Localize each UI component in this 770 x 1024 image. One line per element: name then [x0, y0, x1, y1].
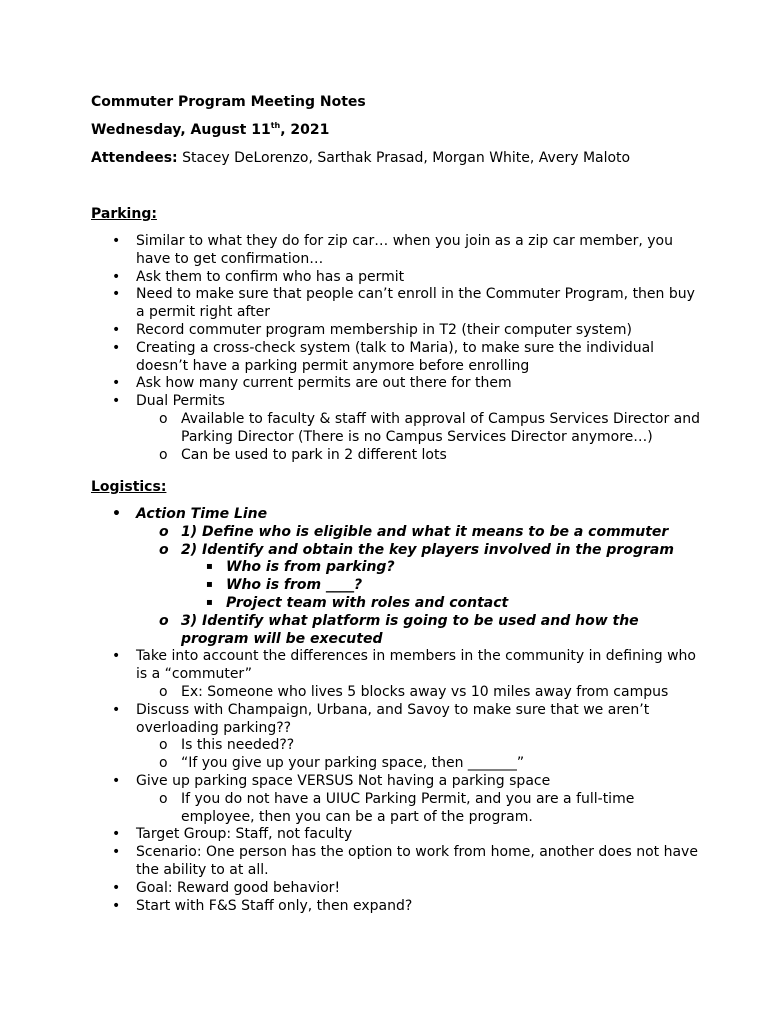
bullet-icon: • — [112, 393, 121, 410]
meeting-date — [91, 121, 329, 139]
bullet-icon: • — [112, 897, 121, 914]
bullet-icon: • — [112, 826, 121, 843]
bullet-icon: • — [112, 286, 121, 303]
document-title: Commuter Program Meeting Notes — [91, 94, 366, 110]
bullet-icon: ▪ — [206, 596, 213, 608]
bullet-icon: • — [112, 879, 121, 896]
attendees-line — [91, 149, 630, 167]
list-item: • Similar to what they do for zip car… when you join as a zip car member, you have to get confirmation… — [112, 233, 673, 267]
parking-list — [91, 233, 701, 464]
bullet-icon: o — [159, 523, 169, 540]
list-item: o Can be used to park in 2 different lots — [159, 446, 447, 463]
giveup-sublist — [136, 791, 701, 827]
bullet-icon: • — [112, 844, 121, 861]
list-item: ▪ Who is from parking? — [206, 559, 395, 576]
list-item: • Target Group: Staff, not faculty — [112, 826, 353, 843]
list-item: • Discuss with Champaign, Urbana, and Savoy to make sure that we aren’t overloading parking?? o Is this needed?? o “If you give up your parking space, then _______” — [91, 702, 701, 773]
list-item: • Goal: Reward good behavior! — [112, 879, 341, 896]
list-item: ▪ Project team with roles and contact — [206, 594, 509, 611]
bullet-icon: • — [112, 772, 121, 789]
bullet-icon: o — [159, 683, 168, 700]
list-item: • Action Time Line o 1) Define who is eligible and what it means to be a commuter o 2) Identify and obtain the key players involved in the program ▪ Who is from parking? ▪ Who is from ____? ▪ Project team with roles and contact o 3) Identify what platform is going to be used and how the program will be executed — [91, 506, 701, 648]
bullet-icon: • — [112, 233, 121, 249]
list-item: o Is this needed?? — [159, 737, 295, 754]
dual-permits-sublist — [136, 411, 701, 464]
discuss-sublist — [136, 737, 701, 773]
differences-sublist — [136, 684, 701, 702]
list-item: • Need to make sure that people can’t enroll in the Commuter Program, then buy a permit right after — [112, 286, 695, 321]
key-players-sublist — [181, 559, 701, 612]
attendees-names: Stacey DeLorenzo, Sarthak Prasad, Morgan White, Avery Maloto — [177, 150, 631, 166]
parking-heading: Parking: — [91, 206, 157, 222]
bullet-icon: ▪ — [206, 561, 213, 573]
list-item: o 3) Identify what platform is going to be used and how the program will be executed — [159, 612, 639, 647]
bullet-icon: o — [159, 446, 168, 463]
list-item: • Creating a cross-check system (talk to Maria), to make sure the individual doesn’t have a parking permit anymore before enrolling — [112, 339, 655, 374]
bullet-icon: • — [112, 268, 121, 285]
list-item: o If you do not have a UIUC Parking Permit, and you are a full-time employee, then you can be a part of the program. — [159, 790, 635, 825]
bullet-icon: • — [112, 506, 121, 522]
list-item: • Ask how many current permits are out there for them — [112, 375, 512, 392]
bullet-icon: • — [112, 701, 121, 718]
logistics-list — [91, 506, 701, 915]
list-item: • Take into account the differences in members in the community in defining who is a “commuter” o Ex: Someone who lives 5 blocks away vs 10 miles away from campus — [91, 648, 701, 701]
bullet-icon: • — [112, 375, 121, 392]
bullet-icon: • — [112, 648, 121, 665]
list-item: o “If you give up your parking space, then _______” — [159, 755, 525, 772]
bullet-icon: o — [159, 755, 168, 772]
bullet-icon: o — [159, 541, 169, 558]
list-item: • Record commuter program membership in T2 (their computer system) — [112, 321, 632, 338]
list-item: ▪ Who is from ____? — [206, 577, 363, 594]
list-item: • Ask them to confirm who has a permit — [112, 268, 405, 285]
logistics-heading: Logistics: — [91, 479, 167, 495]
bullet-icon: o — [159, 790, 168, 807]
bullet-icon: • — [112, 321, 121, 338]
bullet-icon: ▪ — [206, 579, 213, 591]
date-superscript: th — [270, 121, 281, 130]
list-item: o Available to faculty & staff with approval of Campus Services Director and Parking Director (There is no Campus Services Director anymore…) — [159, 410, 701, 445]
bullet-icon: o — [159, 737, 168, 754]
list-item: • Start with F&S Staff only, then expand? — [112, 897, 413, 914]
attendees-label: Attendees: — [91, 150, 178, 166]
list-item: • Give up parking space VERSUS Not having a parking space o If you do not have a UIUC Parking Permit, and you are a full-time employee, then you can be a part of the program. — [91, 773, 701, 826]
list-item: o 2) Identify and obtain the key players involved in the program ▪ Who is from parking? ▪ Who is from ____? ▪ Project team with roles and contact — [136, 542, 701, 613]
list-item: • Dual Permits o Available to faculty & staff with approval of Campus Services Director and Parking Director (There is no Campus Services Director anymore…) o Can be used to park in 2 different lots — [112, 393, 701, 463]
list-item: • Scenario: One person has the option to work from home, another does not have the ability to at all. — [112, 844, 698, 878]
bullet-icon: o — [159, 410, 168, 427]
list-item: o 1) Define who is eligible and what it means to be a commuter — [159, 523, 669, 540]
date-text: Wednesday, August 11 — [91, 122, 271, 138]
list-item: o Ex: Someone who lives 5 blocks away vs 10 miles away from campus — [159, 683, 669, 700]
timeline-sublist — [136, 524, 701, 649]
bullet-icon: • — [112, 339, 121, 356]
date-year: , 2021 — [280, 122, 330, 138]
bullet-icon: o — [159, 612, 169, 629]
